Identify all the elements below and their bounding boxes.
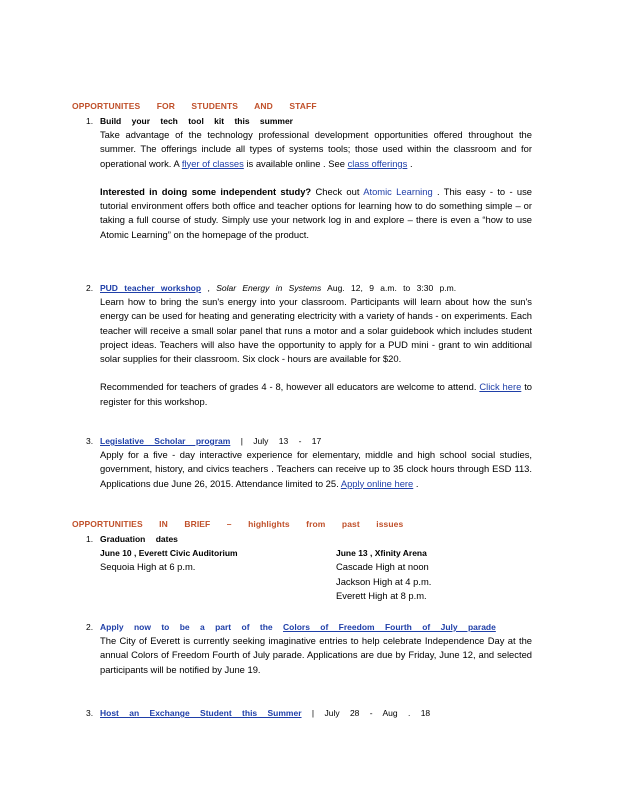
paragraph-text: . This easy - to - use tutorial environment offers both office and teacher options for learning how to do something simple – or taking a full course of study. Simply use your network log in and explore – there is even a “how to use Atomic Learning” on the homepage of the product. bbox=[100, 185, 533, 240]
paragraph-text: The City of Everett is currently seeking imaginative entries to help celebrate Independence Day at the annual Colors of Freedom Fourth of July parade. Applications are due by Friday, June 12, and selected participants will be notified by June 19. bbox=[100, 635, 532, 675]
item-body-tech-tool-kit bbox=[100, 128, 532, 242]
paragraph-text: to register for this workshop. bbox=[100, 381, 533, 407]
item-title-exchange-student bbox=[100, 708, 430, 718]
atomic-learning-link[interactable]: Atomic Learning bbox=[363, 185, 433, 197]
paragraph-text: Take advantage of the technology professional development opportunities offered throughout the summer. The offerings include all types of systems tools; those used within the classroom and for operational work. A bbox=[100, 129, 532, 169]
graduation-entry: Sequoia High at 6 p.m. bbox=[100, 561, 196, 573]
workshop-date: Aug. 12, 9 a.m. to 3:30 p.m. bbox=[327, 283, 457, 293]
item-body-pud-workshop bbox=[100, 295, 532, 409]
item-body-legislative-scholar bbox=[100, 448, 532, 491]
item-number: 2. bbox=[86, 283, 94, 293]
item-title-pud-workshop bbox=[100, 283, 456, 293]
independent-study-question: Interested in doing some independent study? bbox=[100, 185, 312, 197]
click-here-register-link[interactable]: Click here bbox=[479, 381, 522, 393]
item-number: 3. bbox=[86, 708, 94, 718]
graduation-left-column bbox=[100, 546, 238, 575]
paragraph-text: Apply for a five - day interactive experience for elementary, middle and high school social studies, government, history, and civics teachers . Teachers can receive up to 35 clock hours through ESD 113. Applications due June 26, 2015. Attendance limited to 25. bbox=[100, 449, 532, 489]
paragraph-text: Learn how to bring the sun's energy into your classroom. Participants will learn about how the sun's energy can be used for heating and generating electricity with a variety of hands - on experiments. Each teacher will receive a small solar panel that runs a motor and a solar guidebook which includes student project ideas. Teachers will also have the opportunity to apply for a PUD mini - grant to win additional solar supplies for their classroom. Six clock - hours are available for $20. bbox=[100, 296, 532, 365]
paragraph-text: is available online . See bbox=[246, 157, 345, 169]
program-dates: | July 13 - 17 bbox=[240, 436, 322, 446]
title-text: Apply now to be a part of the bbox=[100, 622, 273, 632]
colors-of-freedom-link[interactable]: Colors of Freedom Fourth of July parade bbox=[283, 622, 496, 632]
apply-online-here-link[interactable]: Apply online here bbox=[340, 477, 414, 489]
item-number: 3. bbox=[86, 436, 94, 446]
legislative-scholar-link[interactable]: Legislative Scholar program bbox=[100, 436, 231, 446]
item-title-tech-tool-kit: Build your tech tool kit this summer bbox=[100, 116, 293, 126]
graduation-entry: Cascade High at noon bbox=[336, 561, 429, 573]
pud-teacher-workshop-link[interactable]: PUD teacher workshop bbox=[100, 283, 202, 293]
host-exchange-student-link[interactable]: Host an Exchange Student this Summer bbox=[100, 708, 302, 718]
graduation-venue-xfinity: June 13 , Xfinity Arena bbox=[336, 548, 427, 558]
exchange-dates: | July 28 - Aug . 18 bbox=[311, 708, 431, 718]
class-offerings-link[interactable]: class offerings bbox=[347, 157, 408, 169]
title-separator: , bbox=[207, 283, 210, 293]
item-title-graduation-dates: Graduation dates bbox=[100, 534, 178, 544]
workshop-name: Solar Energy in Systems bbox=[216, 283, 322, 293]
section-heading-students-staff: OPPORTUNITES FOR STUDENTS AND STAFF bbox=[72, 101, 317, 111]
item-number: 2. bbox=[86, 622, 94, 632]
item-title-parade bbox=[100, 622, 496, 632]
flyer-of-classes-link[interactable]: flyer of classes bbox=[181, 157, 244, 169]
graduation-entry: Jackson High at 4 p.m. bbox=[336, 575, 432, 587]
item-number: 1. bbox=[86, 534, 94, 544]
section-heading-in-brief: OPPORTUNITIES IN BRIEF – highlights from past issues bbox=[72, 519, 404, 529]
graduation-entry: Everett High at 8 p.m. bbox=[336, 589, 427, 601]
graduation-right-column bbox=[336, 546, 431, 603]
paragraph-text: Check out bbox=[315, 185, 360, 197]
paragraph-text: . bbox=[409, 157, 413, 169]
item-body-parade bbox=[100, 634, 532, 677]
paragraph-text: . bbox=[415, 477, 419, 489]
paragraph-text: Recommended for teachers of grades 4 - 8, however all educators are welcome to attend. bbox=[100, 381, 477, 393]
item-number: 1. bbox=[86, 116, 94, 126]
graduation-venue-everett-civic: June 10 , Everett Civic Auditorium bbox=[100, 548, 238, 558]
item-title-legislative-scholar bbox=[100, 436, 321, 446]
